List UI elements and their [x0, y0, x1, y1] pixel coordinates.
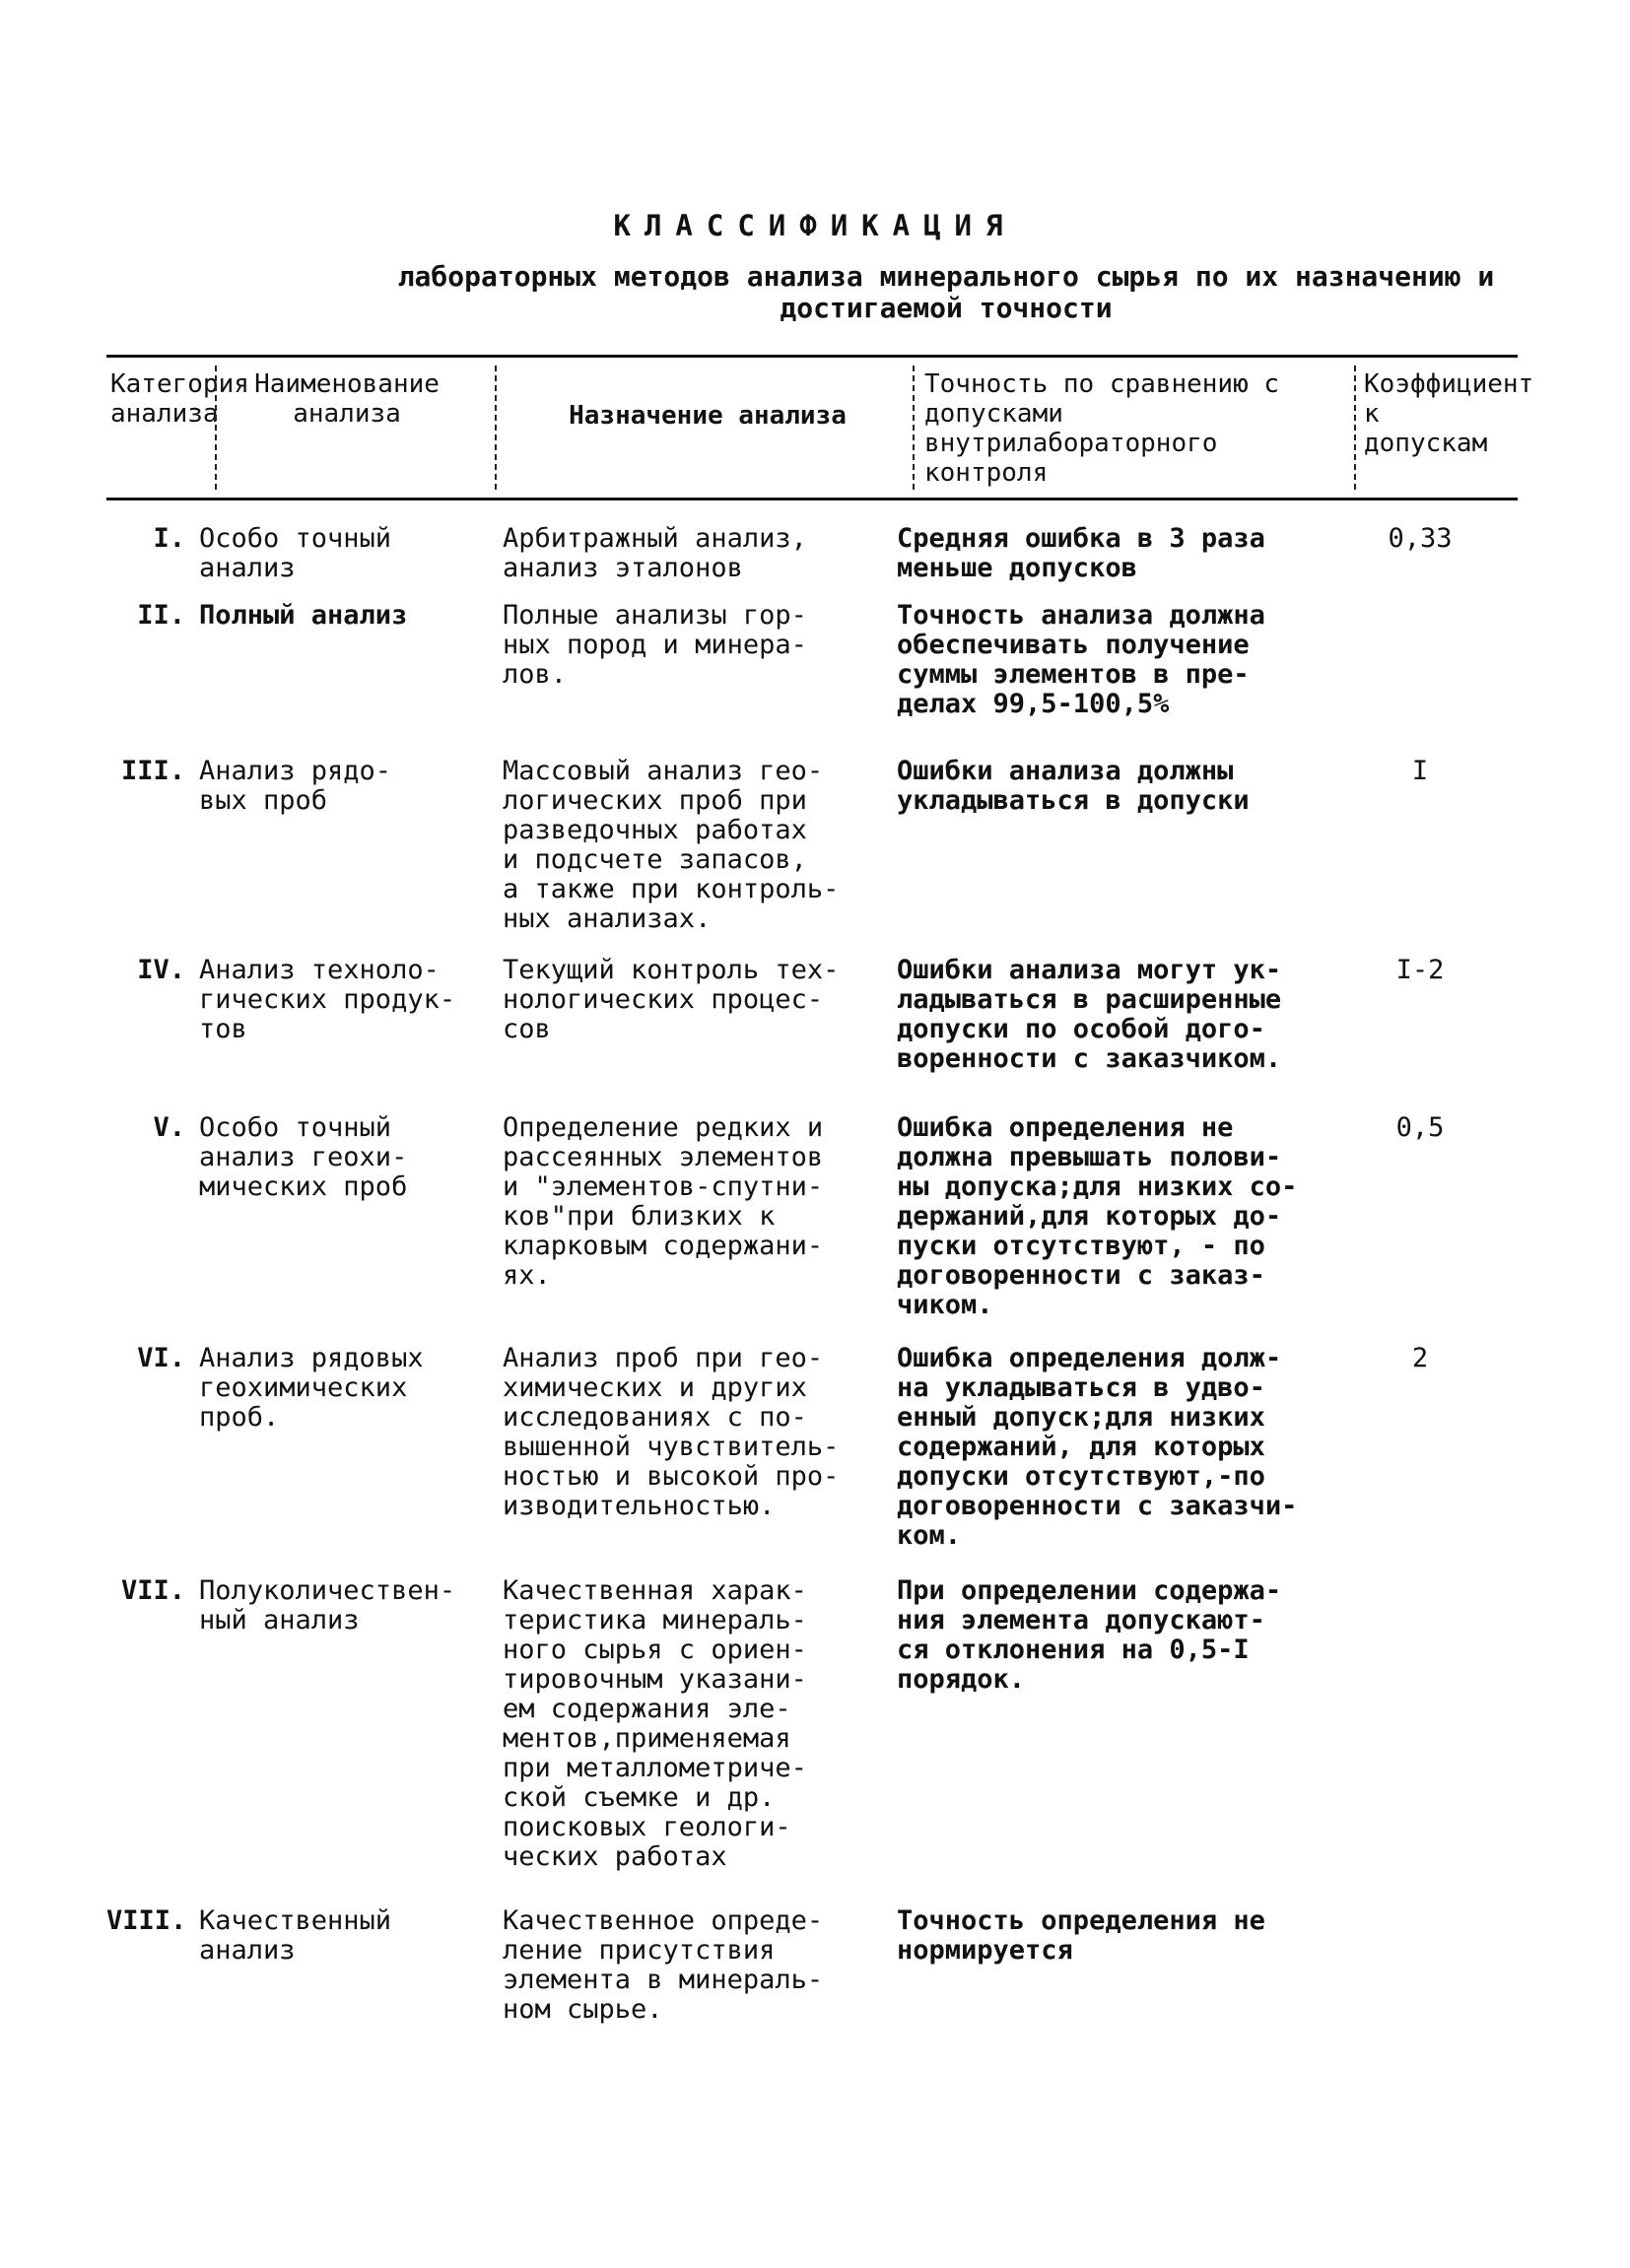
header-coefficient: Коэффициент к допускам [1364, 369, 1534, 458]
row-accuracy: Точность анализа должна обеспечивать получение суммы элементов в пре- делах 99,5-100,5% [897, 600, 1265, 719]
row-coefficient: 0,5 [1395, 1112, 1445, 1143]
row-name: Анализ рядовых геохимических проб. [199, 1343, 424, 1433]
header-purpose: Назначение анализа [569, 401, 847, 431]
row-name: Особо точный анализ геохи- мических проб [199, 1112, 408, 1202]
row-purpose: Качественное опреде- ление присутствия элемента в минераль- ном сырье. [503, 1905, 824, 2025]
row-coefficient: I [1411, 756, 1429, 786]
row-accuracy: Средняя ошибка в 3 раза меньше допусков [897, 523, 1265, 583]
row-category: VIII. [106, 1905, 187, 1936]
header-category: Категория анализа [110, 369, 249, 429]
row-purpose: Полные анализы гор- ных пород и минера- лов. [503, 600, 807, 690]
row-name: Полуколичествен- ный анализ [199, 1575, 456, 1635]
classification-table [106, 355, 1534, 2025]
row-name: Качественный анализ [199, 1905, 392, 1966]
row-accuracy: При определении содержа- ния элемента допускают- ся отклонения на 0,5-I порядок. [897, 1575, 1282, 1695]
row-coefficient: 2 [1411, 1343, 1429, 1373]
row-accuracy: Точность определения не нормируется [897, 1905, 1265, 1966]
row-purpose: Текущий контроль тех- нологических процес- сов [503, 955, 840, 1044]
row-accuracy: Ошибки анализа должны укладываться в допуски [897, 756, 1250, 816]
document-subtitle: лабораторных методов анализа минерального сырья по их назначению и достигаемой точности [397, 260, 1495, 324]
row-category: II. [137, 600, 185, 631]
row-name: Полный анализ [199, 600, 408, 631]
row-purpose: Анализ проб при гео- химических и других исследованиях с по- вышенной чувствитель- ностью и высокой про- изводительностью. [503, 1343, 840, 1521]
row-accuracy: Ошибки анализа могут ук- ладываться в расширенные допуски по особой дого- воренности с заказчиком. [897, 955, 1282, 1074]
header-name: Наименование анализа [254, 369, 440, 429]
row-category: III. [120, 756, 185, 786]
row-category: IV. [137, 955, 185, 985]
header-accuracy: Точность по сравнению с допусками внутрилабораторного контроля [924, 369, 1280, 488]
column-divider [215, 366, 217, 490]
column-divider [495, 366, 497, 490]
row-name: Анализ рядо- вых проб [199, 756, 392, 816]
row-purpose: Массовый анализ гео- логических проб при разведочных работах и подсчете запасов, а также при контроль- ных анализах. [503, 756, 840, 934]
row-name: Особо точный анализ [199, 523, 392, 583]
row-accuracy: Ошибка определения не должна превышать полови- ны допуска;для низких со- держаний,для которых до- пуски отсутствуют, - по договоренности с заказ- чиком. [897, 1112, 1298, 1320]
row-name: Анализ техноло- гических продук- тов [199, 955, 456, 1044]
column-divider [913, 366, 915, 490]
row-coefficient: 0,33 [1388, 523, 1453, 554]
row-category: V. [153, 1112, 185, 1143]
document-title: КЛАССИФИКАЦИЯ [613, 209, 1017, 242]
table-header [106, 355, 1534, 500]
row-purpose: Арбитражный анализ, анализ эталонов [503, 523, 807, 583]
row-category: VI. [137, 1343, 185, 1373]
row-coefficient: I-2 [1395, 955, 1445, 985]
column-divider [1354, 366, 1356, 490]
row-category: I. [153, 523, 185, 554]
row-purpose: Качественная харак- теристика минераль- ного сырья с ориен- тировочным указани- ем содержания эле- ментов,применяемая при металлометриче- ской съемке и др. поисковых геологи- ческих работах [503, 1575, 807, 1872]
row-purpose: Определение редких и рассеянных элементов и "элементов-спутни- ков"при близких к кларковым содержани- ях. [503, 1112, 824, 1291]
row-accuracy: Ошибка определения долж- на укладываться в удво- енный допуск;для низких содержаний, для которых допуски отсутствуют,-по договоренности с заказчи- ком. [897, 1343, 1298, 1551]
row-category: VII. [120, 1575, 185, 1606]
